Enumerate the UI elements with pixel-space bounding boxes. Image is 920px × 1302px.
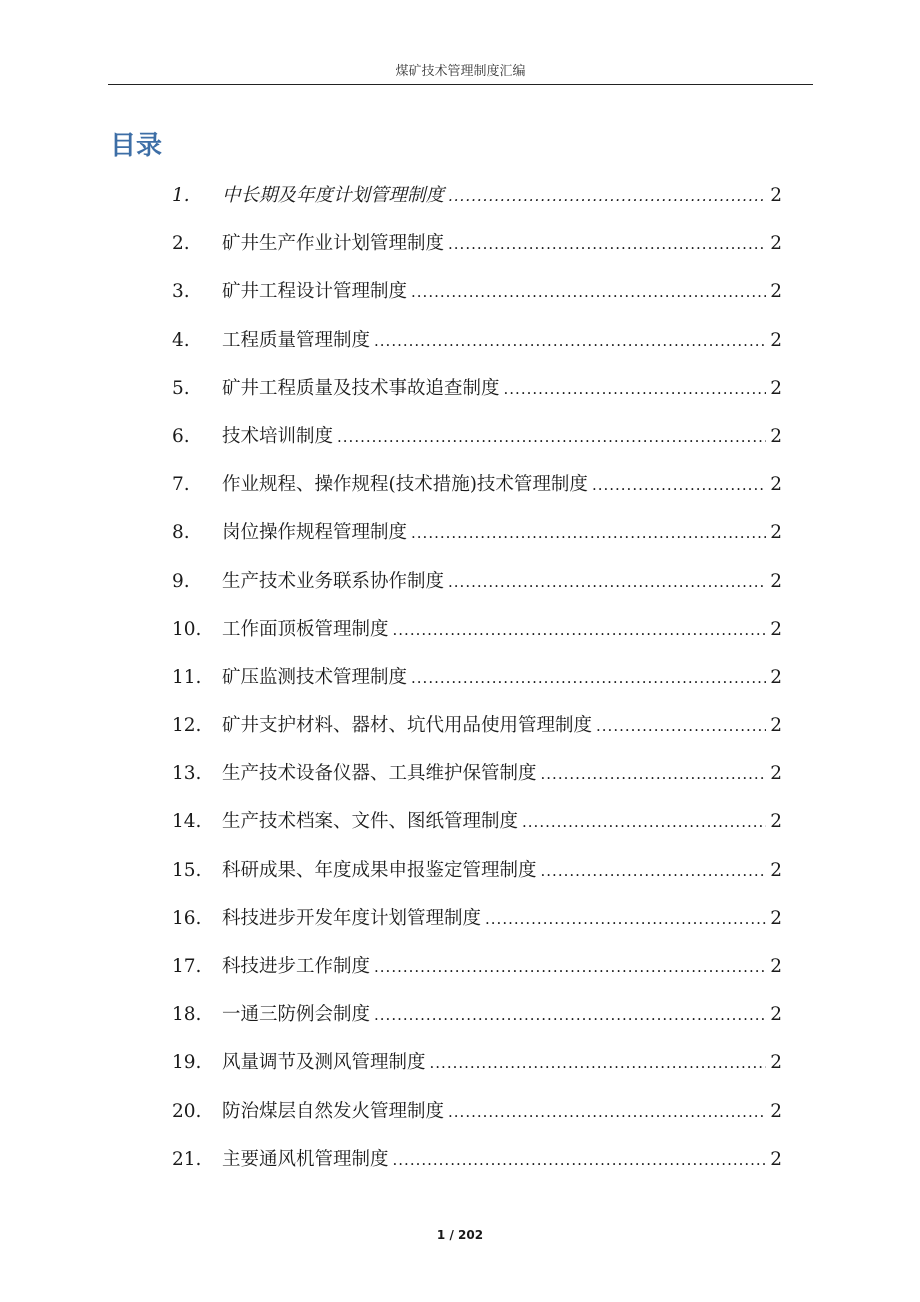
toc-entry-page[interactable]: 2 [770,811,782,833]
toc-entry[interactable] [172,317,782,365]
toc-entry-number: 15. [172,859,202,881]
toc-entry-number: 10. [172,618,202,640]
toc-leader-dots [596,702,766,750]
toc-entry-title[interactable]: 科技进步工作制度 [222,956,371,977]
toc-entry-title[interactable]: 技术培训制度 [222,425,334,447]
toc-leader-dots [448,558,766,606]
toc-entry-page[interactable]: 2 [770,1100,782,1122]
toc-entry-title[interactable]: 防治煤层自然发火管理制度 [222,1100,445,1122]
toc-entry-title[interactable]: 生产技术业务联系协作制度 [222,570,445,592]
toc-entry-page[interactable]: 2 [770,715,782,737]
toc-entry-number: 12. [172,715,202,737]
toc-leader-dots [448,1088,766,1136]
toc-entry[interactable] [172,943,782,991]
toc-entry[interactable] [172,268,782,316]
toc-entry-page[interactable]: 2 [770,377,782,399]
toc-leader-dots [541,750,767,798]
toc-entry[interactable] [172,654,782,702]
toc-entry-page[interactable]: 2 [770,956,782,977]
toc-entry-title[interactable]: 主要通风机管理制度 [222,1148,389,1170]
toc-leader-dots [448,220,766,268]
toc-entry-page[interactable]: 2 [770,1148,782,1170]
toc-entry-number: 7. [172,474,190,496]
toc-entry-number: 13. [172,763,202,785]
toc-leader-dots [411,654,766,702]
toc-entry-page[interactable]: 2 [770,570,782,592]
toc-entry[interactable] [172,1039,782,1087]
toc-entry-page[interactable]: 2 [770,329,782,351]
toc-leader-dots [374,317,766,365]
toc-entry-title[interactable]: 矿压监测技术管理制度 [222,666,408,688]
toc-leader-dots [485,895,766,943]
toc-leader-dots [592,461,766,509]
toc-entry-title[interactable]: 风量调节及测风管理制度 [222,1052,426,1074]
page-number: 1 / 202 [436,1228,484,1242]
toc-entry[interactable] [172,606,782,654]
page-header: 煤矿技术管理制度汇编 [395,64,526,79]
toc-entry-page[interactable]: 2 [770,907,782,929]
toc-leader-dots [393,606,767,654]
toc-entry-title[interactable]: 工作面顶板管理制度 [222,618,389,640]
toc-entry-page[interactable]: 2 [770,666,782,688]
toc-leader-dots [393,1136,767,1184]
toc-entry-number: 20. [172,1100,202,1122]
toc-entry-number: 1. [172,185,190,206]
toc-entry-number: 17. [172,956,202,977]
toc-entry-title[interactable]: 科技进步开发年度计划管理制度 [222,907,482,929]
toc-entry[interactable] [172,220,782,268]
toc-entry-title[interactable]: 矿井支护材料、器材、坑代用品使用管理制度 [222,715,593,737]
toc-entry[interactable] [172,847,782,895]
toc-entry[interactable] [172,1136,782,1184]
toc-entry[interactable] [172,991,782,1039]
toc-entry-number: 8. [172,522,190,544]
header-rule [108,84,813,85]
toc-entry[interactable] [172,509,782,557]
toc-entry-title[interactable]: 岗位操作规程管理制度 [222,522,408,544]
toc-entry-page[interactable]: 2 [770,474,782,496]
toc-entry-page[interactable]: 2 [770,1052,782,1074]
toc-entry-page[interactable]: 2 [770,859,782,881]
toc-entry-number: 11. [172,666,202,688]
toc-entry-page[interactable]: 2 [770,425,782,447]
toc-entry-number: 21. [172,1148,202,1170]
toc-entry[interactable] [172,461,782,509]
toc-entry[interactable] [172,750,782,798]
toc-entry[interactable] [172,365,782,413]
toc-entry-title[interactable]: 科研成果、年度成果申报鉴定管理制度 [222,859,537,881]
toc-title: 目录 [110,131,163,161]
toc-leader-dots [541,847,767,895]
toc-entry-number: 4. [172,329,190,351]
toc-leader-dots [374,943,766,991]
toc-entry-page[interactable]: 2 [770,185,782,206]
toc-entry[interactable] [172,798,782,846]
toc-entry-title[interactable]: 作业规程、操作规程(技术措施)技术管理制度 [222,474,588,496]
toc-leader-dots [522,798,766,846]
toc-entry-number: 14. [172,811,202,833]
toc-leader-dots [411,268,766,316]
toc-entry-number: 5. [172,377,190,399]
toc-leader-dots [430,1039,767,1087]
toc-entry-number: 6. [172,425,190,447]
toc-entry-page[interactable]: 2 [770,233,782,255]
toc-entry[interactable] [172,172,782,220]
toc-entry[interactable] [172,895,782,943]
toc-entry[interactable] [172,413,782,461]
toc-entry-page[interactable]: 2 [770,522,782,544]
toc-entry-title[interactable]: 生产技术设备仪器、工具维护保管制度 [222,763,537,785]
toc-entry-title[interactable]: 矿井工程设计管理制度 [222,281,408,303]
toc-entry[interactable] [172,702,782,750]
toc-leader-dots [411,509,766,557]
toc-entry-title[interactable]: 矿井生产作业计划管理制度 [222,233,445,255]
toc-entry-number: 16. [172,907,202,929]
toc-entry-number: 18. [172,1004,202,1026]
toc-leader-dots [504,365,767,413]
toc-list [172,172,782,1184]
toc-entry-page[interactable]: 2 [770,1004,782,1026]
toc-entry[interactable] [172,1088,782,1136]
toc-entry-title[interactable]: 矿井工程质量及技术事故追查制度 [222,377,500,399]
toc-entry-number: 19. [172,1052,202,1074]
toc-entry-page[interactable]: 2 [770,763,782,785]
toc-entry-number: 2. [172,233,190,255]
toc-entry-page[interactable]: 2 [770,618,782,640]
toc-entry-title[interactable]: 生产技术档案、文件、图纸管理制度 [222,811,519,833]
toc-entry-title[interactable]: 中长期及年度计划管理制度 [222,185,445,206]
toc-entry-title[interactable]: 工程质量管理制度 [222,329,371,351]
toc-entry[interactable] [172,558,782,606]
toc-entry-title[interactable]: 一通三防例会制度 [222,1004,371,1026]
toc-entry-page[interactable]: 2 [770,281,782,303]
toc-leader-dots [374,991,766,1039]
toc-leader-dots [448,172,766,220]
toc-entry-number: 3. [172,281,190,303]
toc-entry-number: 9. [172,570,190,592]
toc-leader-dots [337,413,766,461]
